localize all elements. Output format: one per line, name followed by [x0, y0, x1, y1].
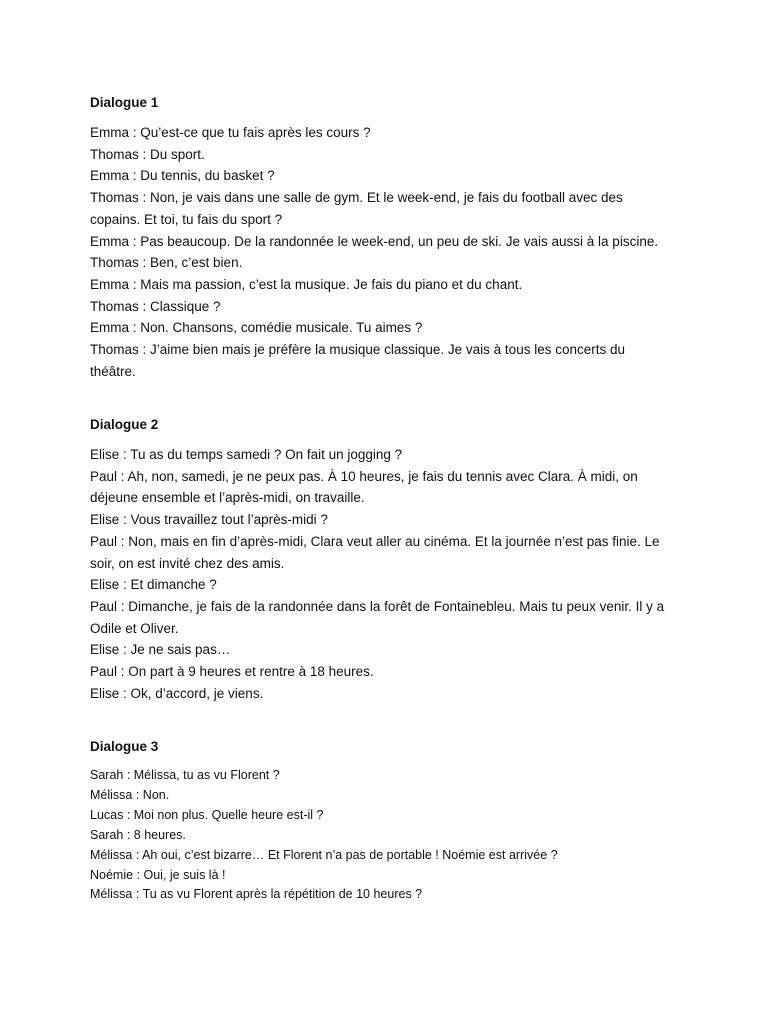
dialogue-line: Mélissa : Non. [90, 787, 170, 802]
dialogue-line: Paul : Dimanche, je fais de la randonnée dans la forêt de Fontainebleu. Mais tu peux venir. Il y a [90, 598, 665, 614]
dialogue-line: Sarah : Mélissa, tu as vu Florent ? [90, 768, 280, 782]
dialogue-line: Elise : Je ne sais pas… [90, 642, 231, 658]
dialogue-line: déjeune ensemble et l’après-midi, on travaille. [90, 490, 365, 506]
dialogue-line: Paul : Non, mais en fin d’après-midi, Clara veut aller au cinéma. Et la journée n’est pas finie. Le [90, 533, 660, 549]
dialogue-line: Mélissa : Tu as vu Florent après la répétition de 10 heures ? [90, 887, 423, 902]
dialogue-2 [90, 414, 730, 704]
dialogue-line: Thomas : J’aime bien mais je préfère la musique classique. Je vais à tous les concerts du [90, 342, 625, 358]
dialogue-line: théâtre. [90, 363, 136, 379]
dialogue-3-title: Dialogue 3 [90, 739, 159, 754]
dialogue-line: copains. Et toi, tu fais du sport ? [90, 211, 283, 227]
dialogue-line: soir, on est invité chez des amis. [90, 555, 285, 571]
dialogue-line: Thomas : Ben, c’est bien. [90, 255, 243, 271]
dialogue-line: Odile et Oliver. [90, 620, 179, 636]
dialogue-line: Paul : On part à 9 heures et rentre à 18 heures. [90, 664, 374, 680]
dialogue-line: Elise : Vous travaillez tout l’après-midi ? [90, 512, 328, 528]
dialogue-line: Emma : Mais ma passion, c’est la musique. Je fais du piano et du chant. [90, 276, 523, 292]
dialogue-3 [90, 736, 730, 905]
dialogue-line: Paul : Ah, non, samedi, je ne peux pas. À 10 heures, je fais du tennis avec Clara. À midi, on [90, 468, 638, 484]
dialogue-line: Emma : Pas beaucoup. De la randonnée le week-end, un peu de ski. Je vais aussi à la piscine. [90, 233, 659, 249]
dialogue-line: Mélissa : Ah oui, c’est bizarre… Et Florent n’a pas de portable ! Noémie est arrivée ? [90, 847, 558, 862]
dialogue-1 [90, 92, 730, 382]
dialogue-line: Elise : Et dimanche ? [90, 577, 217, 593]
dialogue-line: Elise : Ok, d’accord, je viens. [90, 685, 264, 701]
dialogue-line: Lucas : Moi non plus. Quelle heure est-il ? [90, 807, 324, 822]
dialogue-line: Emma : Qu’est-ce que tu fais après les cours ? [90, 125, 371, 140]
dialogue-line: Emma : Du tennis, du basket ? [90, 168, 275, 184]
dialogue-1-title: Dialogue 1 [90, 95, 159, 110]
dialogue-line: Elise : Tu as du temps samedi ? On fait un jogging ? [90, 447, 403, 462]
dialogue-line: Thomas : Classique ? [90, 298, 221, 314]
dialogue-line: Thomas : Du sport. [90, 146, 205, 162]
dialogue-line: Thomas : Non, je vais dans une salle de gym. Et le week-end, je fais du football avec des [90, 190, 623, 206]
dialogue-line: Emma : Non. Chansons, comédie musicale. Tu aimes ? [90, 320, 423, 336]
dialogue-line: Noémie : Oui, je suis là ! [90, 867, 226, 882]
dialogue-2-title: Dialogue 2 [90, 417, 159, 432]
dialogue-line: Sarah : 8 heures. [90, 827, 186, 842]
